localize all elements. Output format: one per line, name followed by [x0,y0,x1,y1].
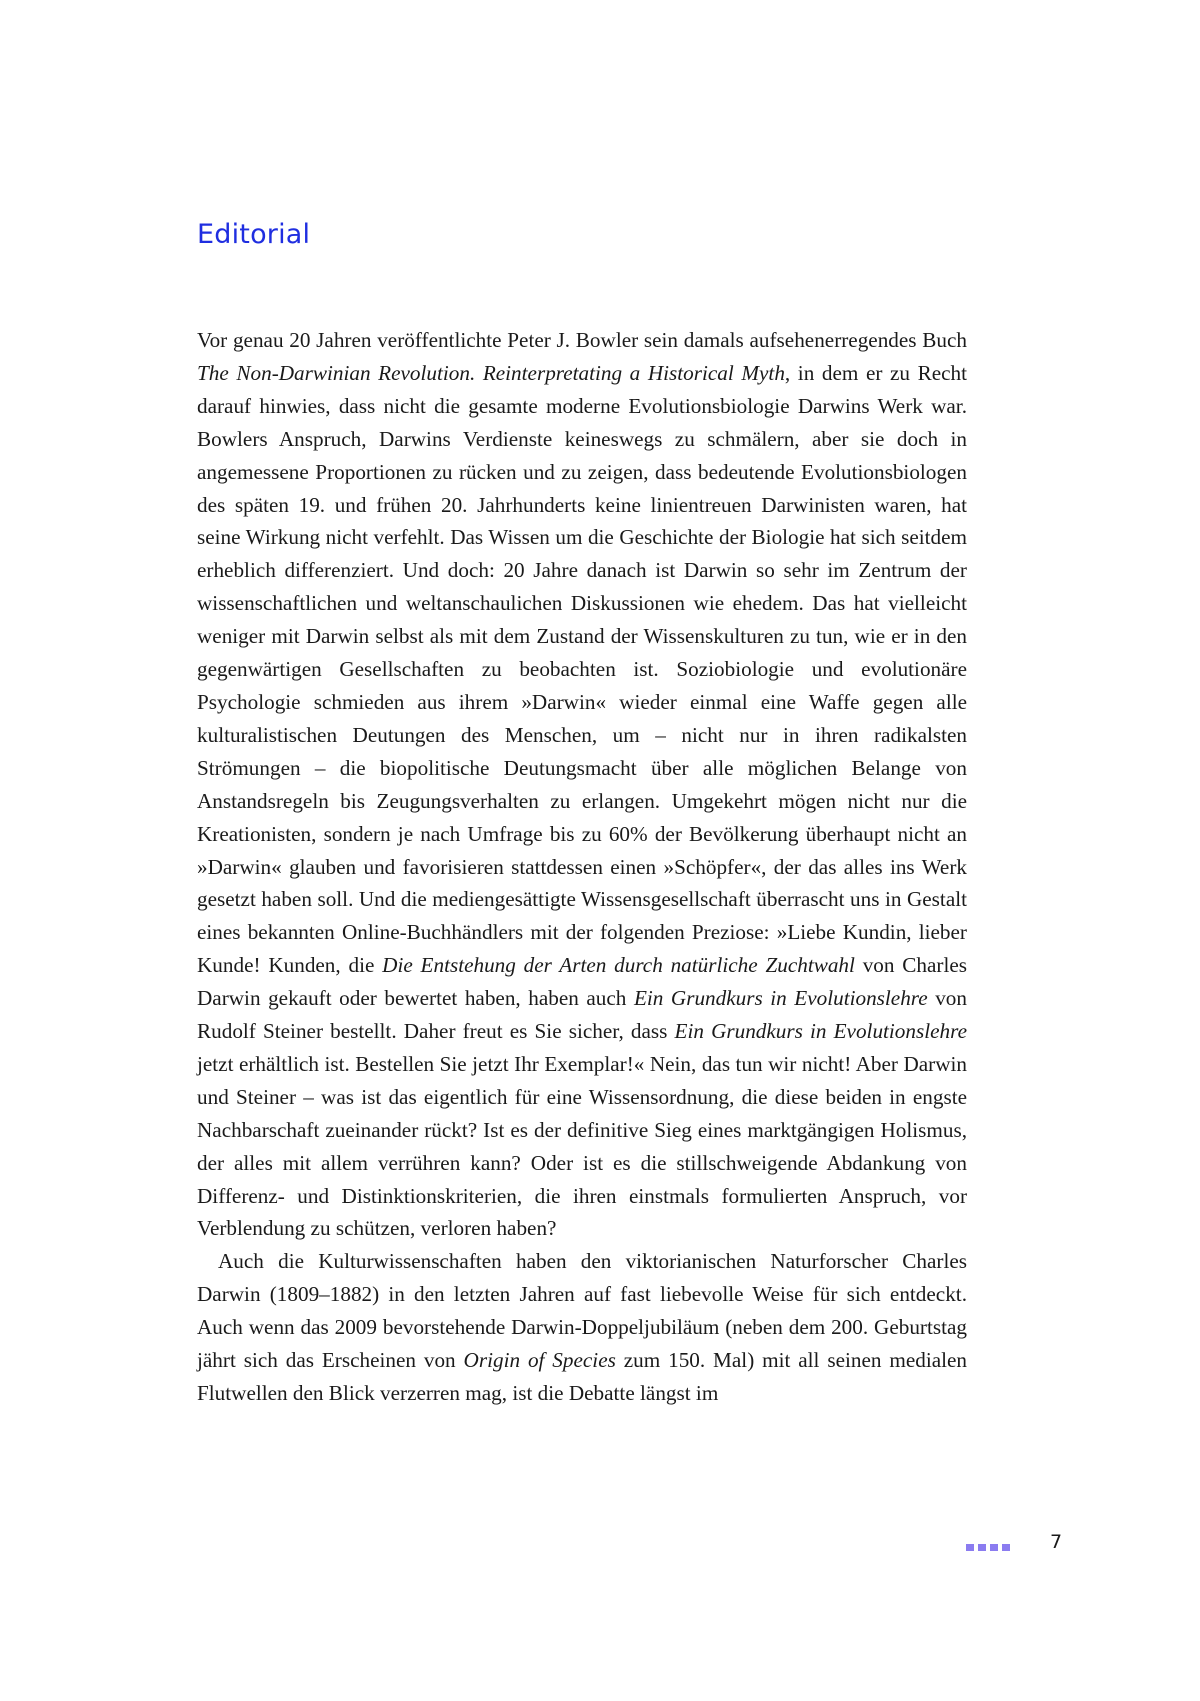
italic-title: Ein Grundkurs in Evolutionslehre [633,986,928,1011]
italic-title: Die Entstehung der Arten durch natürliche Zuchtwahl [382,953,855,978]
italic-title: Origin of Species [463,1348,616,1373]
footer-decoration [966,1544,1010,1552]
page-title: Editorial [197,219,311,250]
footer-square-icon [978,1544,986,1551]
footer-square-icon [1002,1544,1010,1551]
body-text [197,324,967,1410]
italic-title: The Non-Darwinian Revolution. Reinterpretating a Historical Myth [197,360,785,385]
paragraph-2: Auch die Kulturwissenschaften haben den viktorianischen Naturforscher Charles Darwin (1809–1882) in den letzten Jahren auf fast liebevolle Weise für sich entdeckt. Auch wenn das 2009 bevorstehende Darwin-Doppeljubiläum (neben dem 200. Geburtstag jährt sich das Erscheinen von Origin of Species zum 150. Mal) mit all seinen medialen Flutwellen den Blick verzerren mag, ist die Debatte längst im [197,1249,967,1405]
footer-square-icon [966,1544,974,1551]
page-number: 7 [1050,1531,1063,1553]
footer-square-icon [990,1544,998,1551]
paragraph-1: Vor genau 20 Jahren veröffentlichte Peter J. Bowler sein damals aufsehenerregendes Buch The Non-Darwinian Revolution. Reinterpretating a Historical Myth, in dem er zu Recht darauf hinwies, dass nicht die gesamte moderne Evolutionsbiologie Darwins Werk war. Bowlers Anspruch, Darwins Verdienste keineswegs zu schmälern, aber sie doch in angemessene Proportionen zu rücken und zu zeigen, dass bedeutende Evolutionsbiologen des späten 19. und frühen 20. Jahrhunderts keine linientreuen Darwinisten waren, hat seine Wirkung nicht verfehlt. Das Wissen um die Geschichte der Biologie hat sich seitdem erheblich differenziert. Und doch: 20 Jahre danach ist Darwin so sehr im Zentrum der wissenschaftlichen und weltanschaulichen Diskussionen wie ehedem. Das hat vielleicht weniger mit Darwin selbst als mit dem Zustand der Wissenskulturen zu tun, wie er in den gegenwärtigen Gesellschaften zu beobachten ist. Soziobiologie und evolutionäre Psychologie schmieden aus ihrem »Darwin« wieder einmal eine Waffe gegen alle kulturalistischen Deutungen des Menschen, um – nicht nur in ihren radikalsten Strömungen – die biopolitische Deutungsmacht über alle möglichen Belange von Anstandsregeln bis Zeugungsverhalten zu erlangen. Umgekehrt mögen nicht nur die Kreationisten, sondern je nach Umfrage bis zu 60% der Bevölkerung überhaupt nicht an »Darwin« glauben und favorisieren stattdessen einen »Schöpfer«, der das alles ins Werk gesetzt haben soll. Und die mediengesättigte Wissensgesellschaft überrascht uns in Gestalt eines bekannten Online-Buchhändlers mit der folgenden Preziose: »Liebe Kundin, lieber Kunde! Kunden, die Die Entstehung der Arten durch natürliche Zuchtwahl von Charles Darwin gekauft oder bewertet haben, haben auch Ein Grundkurs in Evolutionslehre von Rudolf Steiner bestellt. Daher freut es Sie sicher, dass Ein Grundkurs in Evolutionslehre jetzt erhältlich ist. Bestellen Sie jetzt Ihr Exemplar!« Nein, das tun wir nicht! Aber Darwin und Steiner – was ist das eigentlich für eine Wissensordnung, die diese beiden in engste Nachbarschaft zueinander rückt? Ist es der definitive Sieg eines marktgängigen Holismus, der alles mit allem verrühren kann? Oder ist es die stillschweigende Abdankung von Differenz- und Distinktionskriterien, die ihren einstmals formulierten Anspruch, vor Verblendung zu schützen, verloren haben? [197,328,967,1241]
italic-title: Ein Grundkurs in Evolutionslehre [674,1019,967,1044]
